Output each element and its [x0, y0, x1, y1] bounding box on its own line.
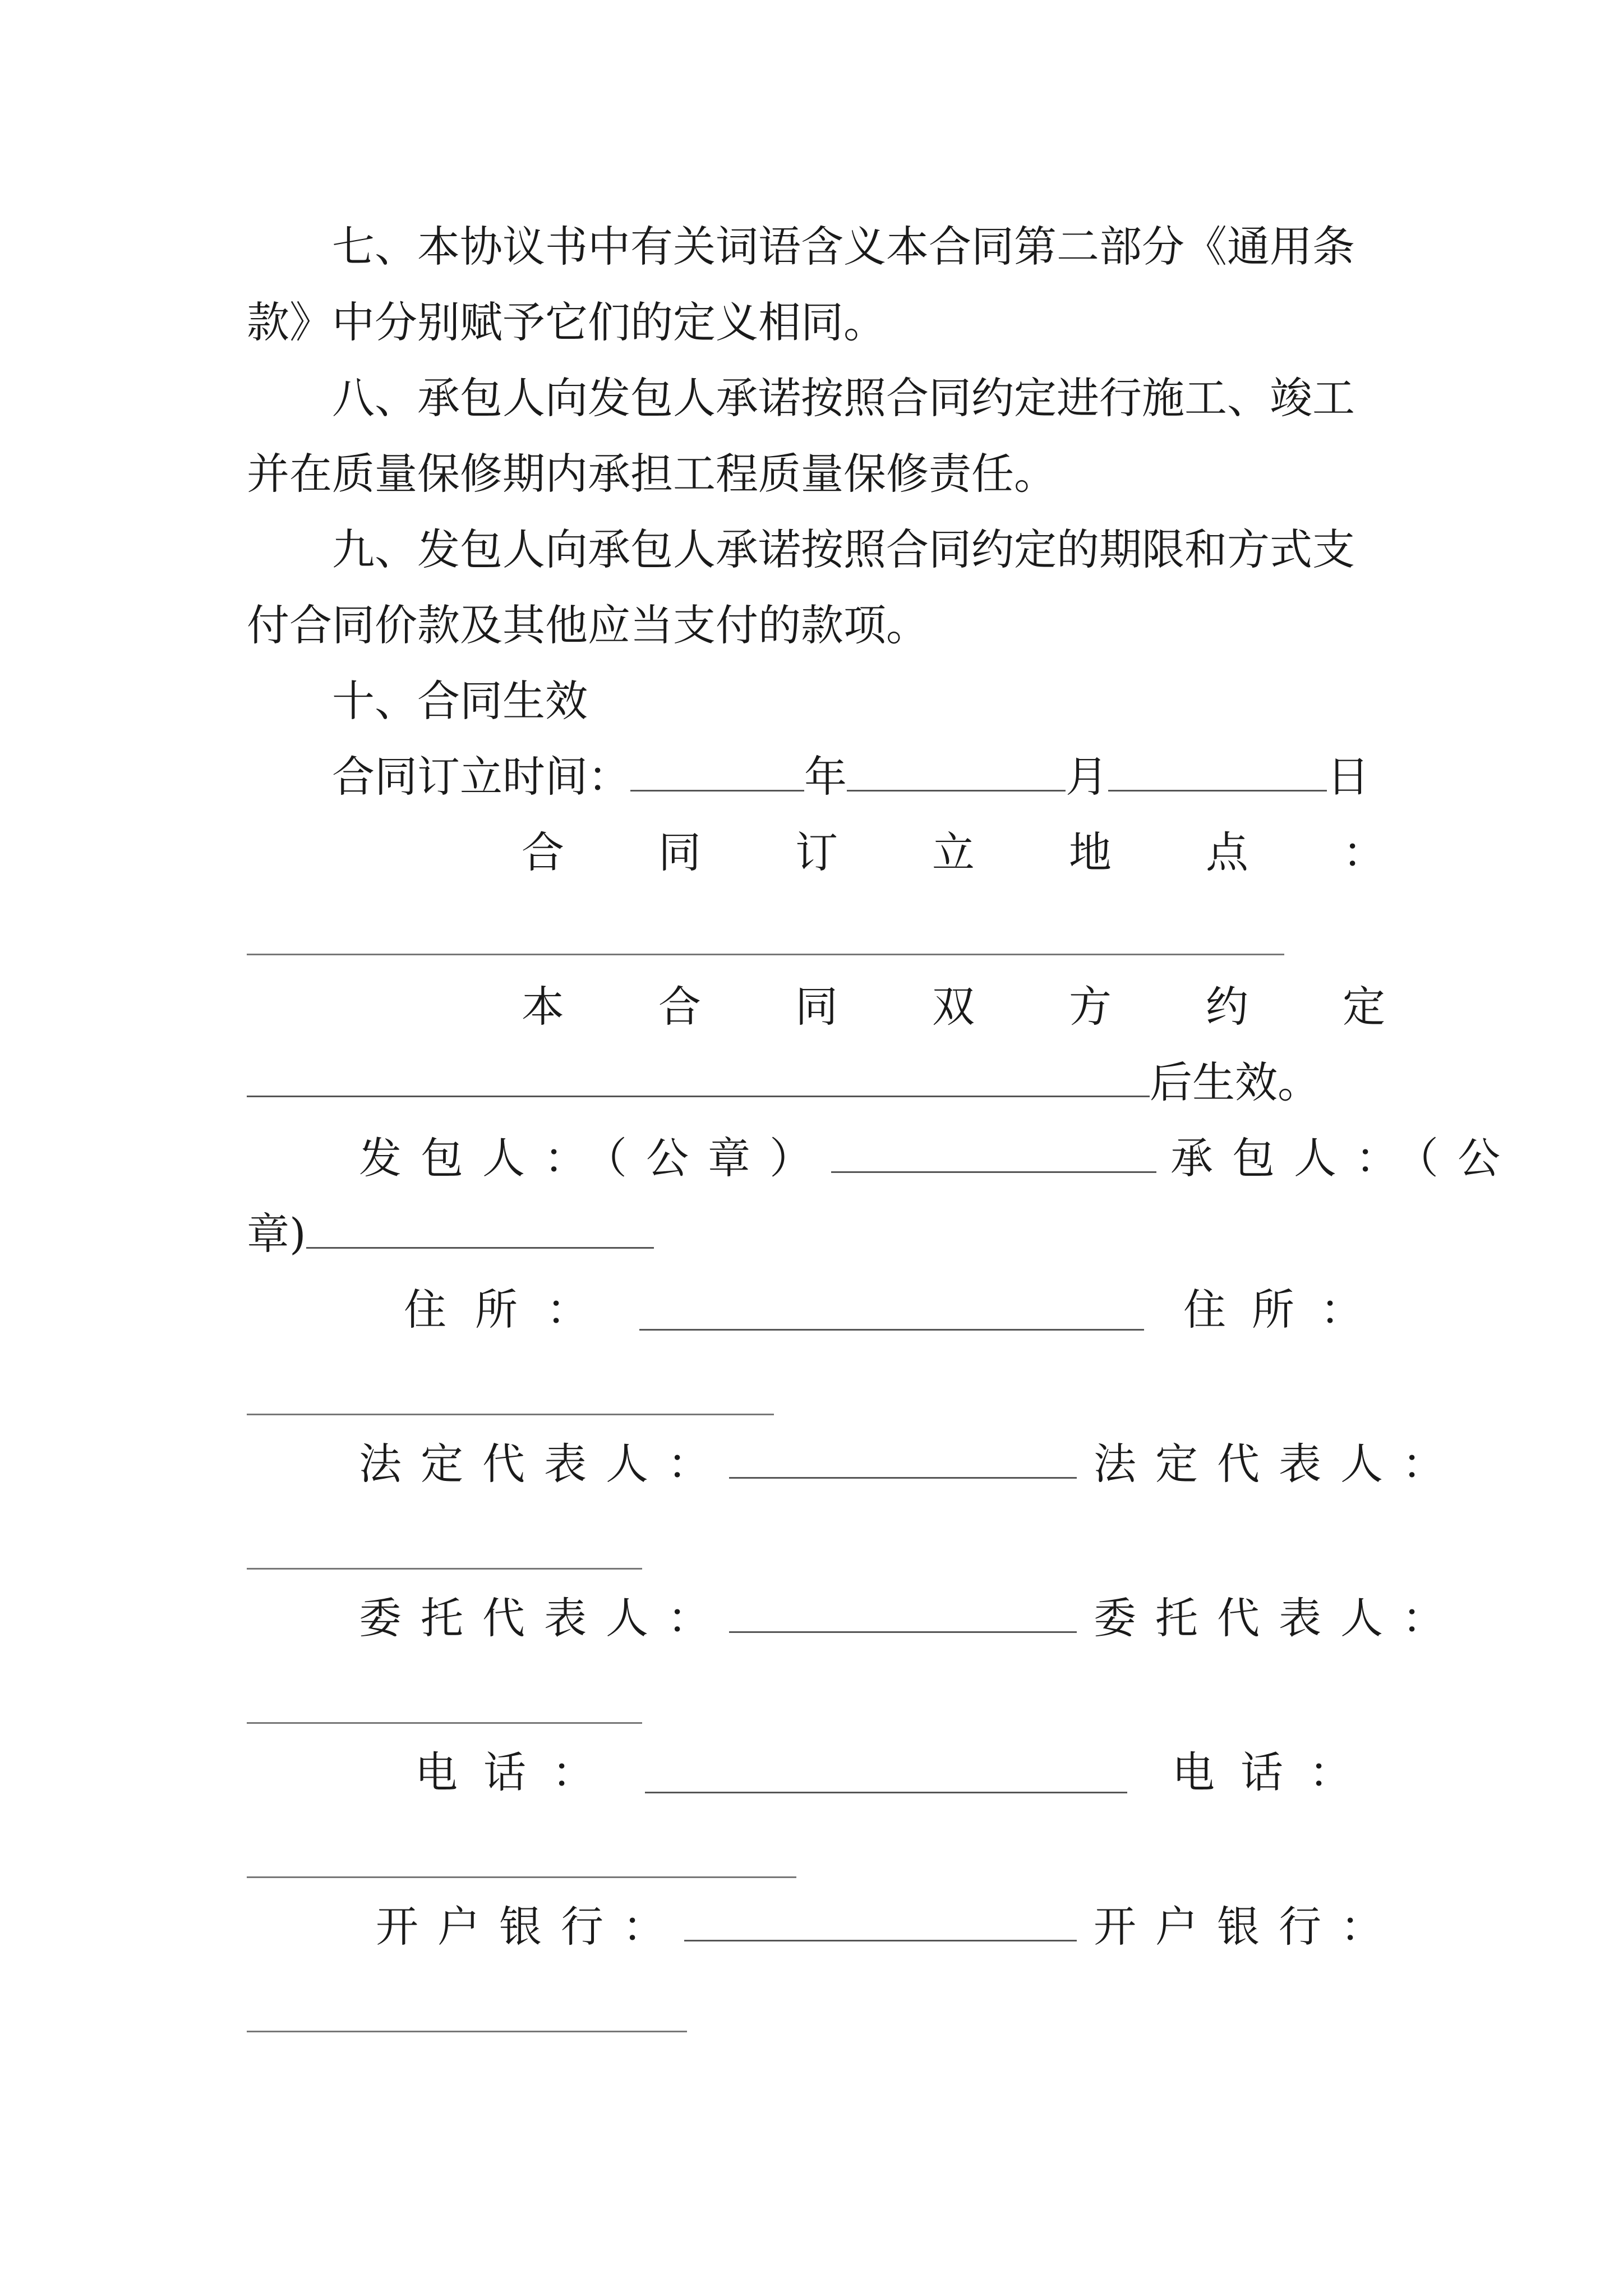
- address-a-label: [404, 1271, 589, 1349]
- place-char: 订: [795, 827, 838, 877]
- seal-line-2: [247, 1195, 1385, 1273]
- phone-char: 电: [415, 1747, 458, 1797]
- address-char: 所: [1252, 1285, 1294, 1335]
- phone-char: 话: [1241, 1747, 1283, 1797]
- address-a-blank[interactable]: [639, 1290, 1144, 1331]
- phone-char: ：: [1309, 1747, 1352, 1797]
- place-char: ：: [1343, 827, 1385, 877]
- address-char: ：: [1320, 1285, 1363, 1335]
- contract-place-line: [247, 813, 1385, 892]
- effective-char: 约: [1206, 982, 1248, 1032]
- contract-date-label: 合同订立时间：: [332, 752, 630, 802]
- address-char: 住: [1183, 1285, 1226, 1335]
- clause-10-text: 十、合同生效: [332, 676, 588, 726]
- phone-b-blank[interactable]: [247, 1876, 796, 1878]
- effective-line: [247, 968, 1385, 1046]
- clause-9-line-1: [247, 510, 1385, 589]
- clause-7-text-cont: 款》中分别赋予它们的定义相同。: [247, 297, 886, 347]
- party-a-seal-label: 发包人：（公章）: [359, 1133, 831, 1183]
- place-char: 立: [932, 827, 975, 877]
- day-blank[interactable]: [1108, 751, 1327, 792]
- clause-10-title: [247, 662, 1385, 740]
- effective-char: 方: [1069, 982, 1112, 1032]
- effective-char: 定: [1343, 982, 1385, 1032]
- agent-line: [247, 1579, 1464, 1658]
- effective-char: 双: [932, 982, 975, 1032]
- clause-8-line-1: [247, 359, 1385, 438]
- clause-7-line-2: [247, 283, 1385, 362]
- party-b-seal-blank[interactable]: [306, 1208, 654, 1249]
- clause-8-line-2: [247, 435, 1385, 513]
- place-char: 点: [1206, 827, 1248, 877]
- phone-char: 电: [1172, 1747, 1215, 1797]
- legal-rep-a-blank[interactable]: [729, 1438, 1077, 1479]
- address-char: 所: [475, 1285, 518, 1335]
- seal-line: [247, 1119, 1519, 1198]
- bank-b-label: 开户银行：: [1094, 1902, 1402, 1952]
- agent-a-label: 委托代表人：: [359, 1593, 729, 1643]
- phone-char: ：: [552, 1747, 594, 1797]
- agent-b-blank[interactable]: [247, 1722, 642, 1724]
- effective-line-2: [247, 1043, 1385, 1122]
- bank-line: [247, 1888, 1402, 1966]
- address-char: 住: [404, 1285, 446, 1335]
- phone-a-label: [415, 1733, 594, 1812]
- clause-7-text: 七、本协议书中有关词语含义本合同第二部分《通用条: [332, 222, 1355, 272]
- month-blank[interactable]: [847, 751, 1066, 792]
- clause-9-line-2: [247, 586, 1385, 665]
- phone-b-label: [1172, 1733, 1352, 1812]
- clause-8-text-cont: 并在质量保修期内承担工程质量保修责任。: [247, 449, 1057, 499]
- address-b-blank[interactable]: [247, 1414, 774, 1415]
- legal-rep-a-label: 法定代表人：: [359, 1439, 729, 1489]
- clause-7-line-1: [247, 208, 1385, 286]
- legal-rep-b-label: 法定代表人：: [1094, 1439, 1464, 1489]
- clause-8-text: 八、承包人向发包人承诺按照合同约定进行施工、竣工: [332, 373, 1355, 423]
- effective-char: 本: [522, 982, 564, 1032]
- month-label: 月: [1066, 752, 1108, 802]
- effective-condition-blank[interactable]: [247, 1056, 1150, 1097]
- year-blank[interactable]: [630, 751, 804, 792]
- agent-b-label: 委托代表人：: [1094, 1593, 1464, 1643]
- year-label: 年: [804, 752, 847, 802]
- bank-b-blank[interactable]: [247, 2031, 687, 2032]
- day-label: 日: [1327, 752, 1370, 802]
- place-char: 地: [1069, 827, 1112, 877]
- phone-line: [247, 1733, 1385, 1812]
- party-b-seal-label-cont: 章): [247, 1209, 306, 1259]
- clause-9-text-cont: 付合同价款及其他应当支付的款项。: [247, 600, 929, 650]
- agent-a-blank[interactable]: [729, 1592, 1077, 1633]
- bank-a-label: 开户银行：: [376, 1902, 684, 1952]
- contract-place-blank[interactable]: [247, 954, 1284, 955]
- address-b-label: [1183, 1271, 1363, 1349]
- bank-a-blank[interactable]: [684, 1901, 1077, 1941]
- phone-a-blank[interactable]: [645, 1752, 1127, 1793]
- contract-date-line: [247, 738, 1385, 816]
- effective-char: 合: [658, 982, 701, 1032]
- party-a-seal-blank[interactable]: [831, 1132, 1156, 1173]
- address-line: [247, 1271, 1385, 1349]
- party-b-seal-label: 承包人：（公: [1170, 1133, 1519, 1183]
- clause-9-text: 九、发包人向承包人承诺按照合同约定的期限和方式支: [332, 524, 1355, 574]
- legal-rep-b-blank[interactable]: [247, 1568, 642, 1570]
- address-char: ：: [546, 1285, 589, 1335]
- place-char: 同: [658, 827, 701, 877]
- effective-char: 同: [795, 982, 838, 1032]
- legal-rep-line: [247, 1425, 1464, 1503]
- effective-suffix: 后生效。: [1150, 1057, 1320, 1107]
- place-char: 合: [522, 827, 564, 877]
- phone-char: 话: [483, 1747, 526, 1797]
